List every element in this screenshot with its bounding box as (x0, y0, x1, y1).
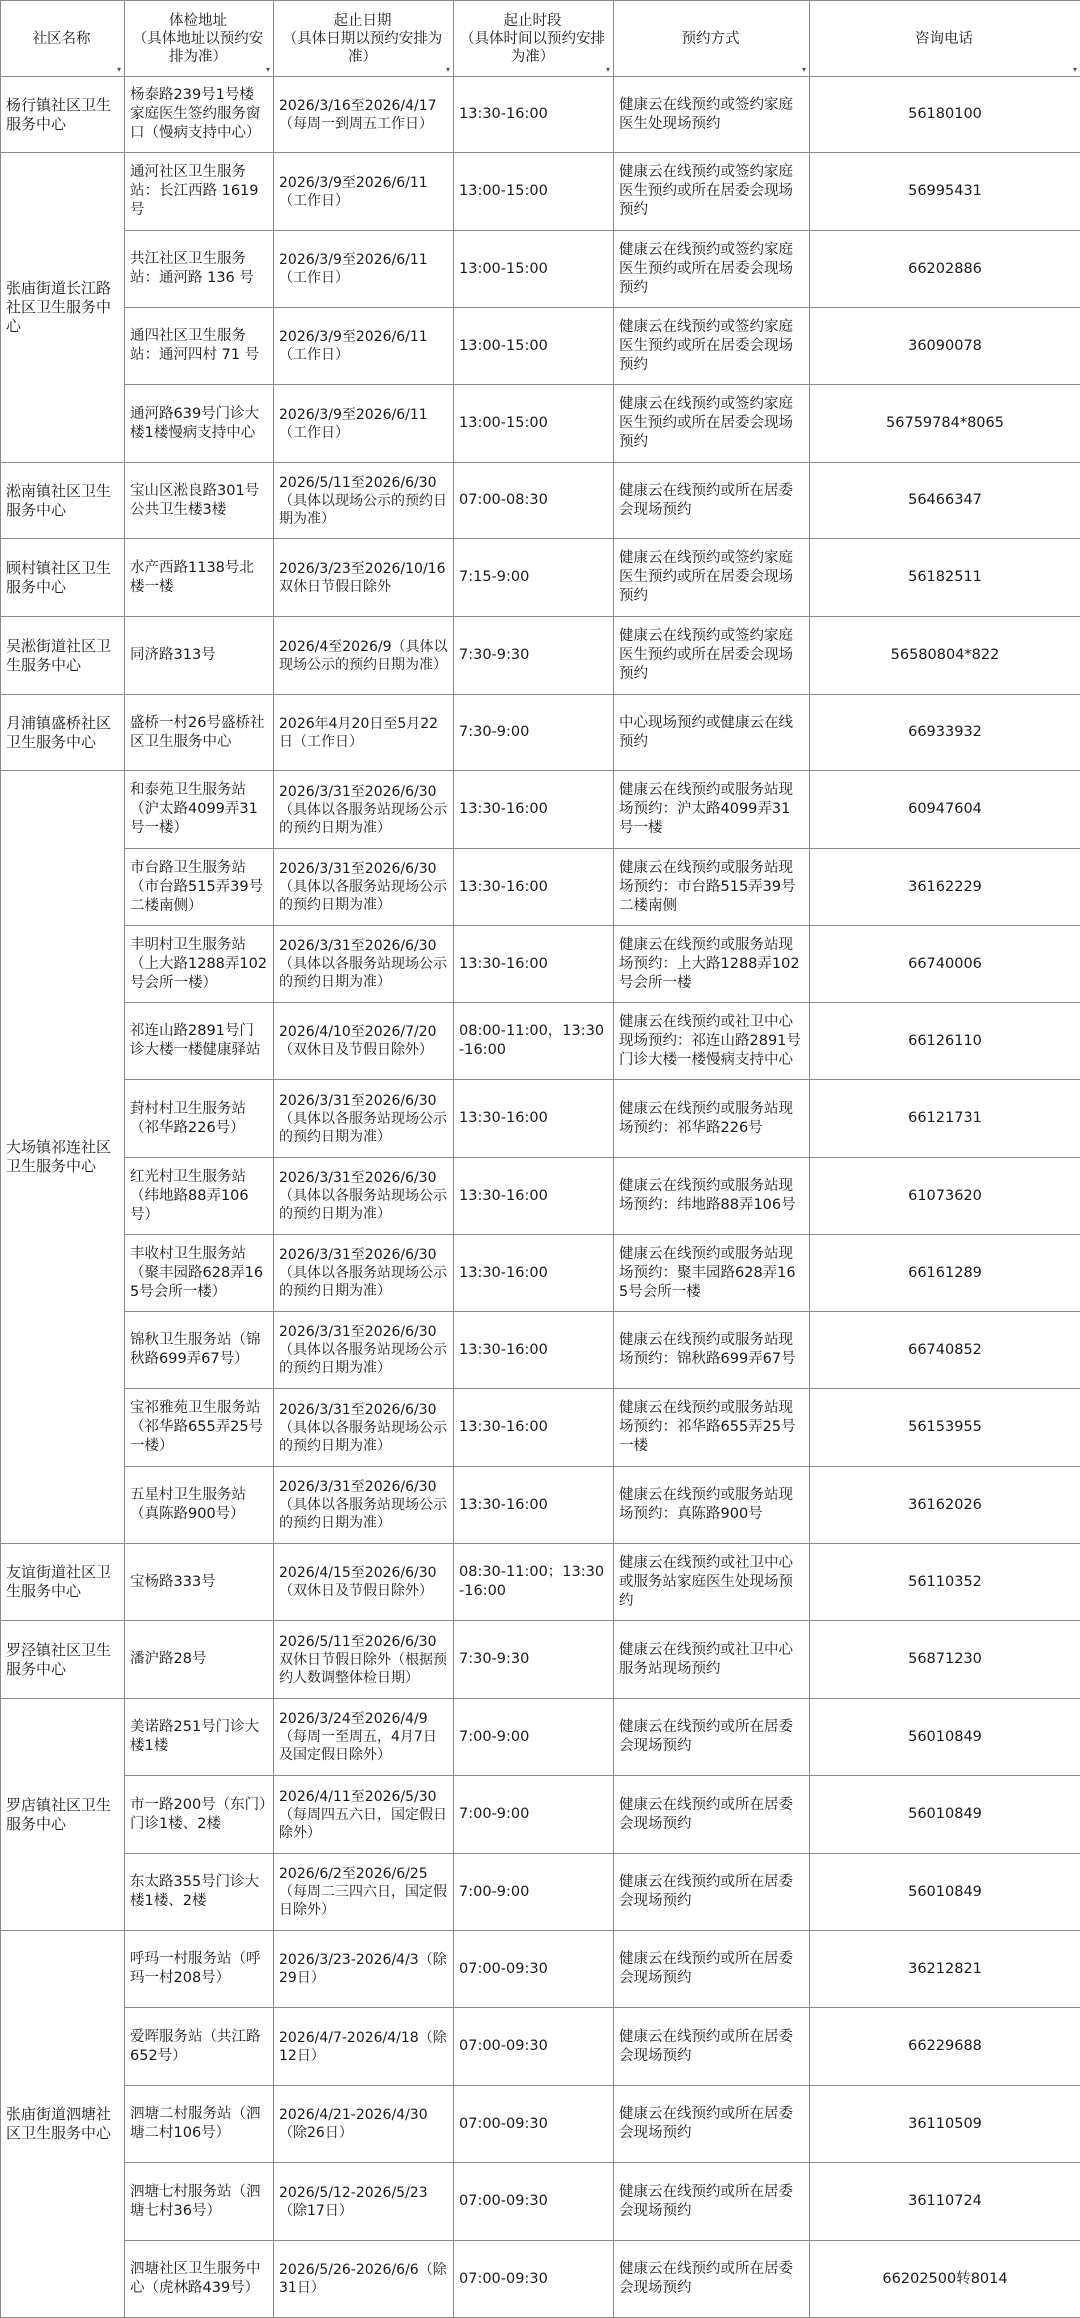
time-slot-cell: 08:00-11:00，13:30-16:00 (454, 1003, 614, 1080)
date-range-cell: 2026/3/23-2026/4/3（除29日） (274, 1931, 454, 2008)
date-range-cell: 2026/5/26-2026/6/6（除31日） (274, 2241, 454, 2318)
time-slot-cell: 07:00-09:30 (454, 1931, 614, 2008)
header-phone[interactable] (810, 1, 1080, 77)
booking-method-cell: 健康云在线预约或所在居委会现场预约 (614, 1699, 810, 1776)
date-range-cell: 2026/3/9至2026/6/11（工作日） (274, 308, 454, 385)
booking-method-cell: 健康云在线预约或服务站现场预约：沪太路4099弄31号一楼 (614, 771, 810, 849)
exam-address-cell: 杨泰路239号1号楼家庭医生签约服务窗口（慢病支持中心） (125, 77, 274, 153)
booking-method-cell: 健康云在线预约或社卫中心或服务站家庭医生处现场预约 (614, 1544, 810, 1621)
table-row (1, 2008, 1080, 2086)
community-name-cell: 月浦镇盛桥社区卫生服务中心 (1, 695, 125, 771)
filter-dropdown-icon[interactable]: ▾ (266, 66, 270, 74)
time-slot-cell: 13:30-16:00 (454, 849, 614, 926)
phone-cell: 66740852 (810, 1312, 1080, 1389)
phone-cell: 36110509 (810, 2086, 1080, 2163)
date-range-cell: 2026/3/31至2026/6/30（具体以各服务站现场公示的预约日期为准） (274, 1235, 454, 1312)
header-label: 起止时段 （具体时间以预约安排为准） (460, 13, 605, 65)
header-label: 社区名称 (33, 31, 91, 47)
booking-method-cell: 健康云在线预约或社卫中心现场预约：祁连山路2891号门诊大楼一楼慢病支持中心 (614, 1003, 810, 1080)
filter-dropdown-icon[interactable]: ▾ (446, 66, 450, 74)
community-name-cell: 吴淞街道社区卫生服务中心 (1, 617, 125, 695)
time-slot-cell: 13:30-16:00 (454, 771, 614, 849)
community-name-cell: 顾村镇社区卫生服务中心 (1, 539, 125, 617)
date-range-cell: 2026/5/11至2026/6/30双休日节假日除外（根据预约人数调整体检日期） (274, 1621, 454, 1699)
phone-cell: 56871230 (810, 1621, 1080, 1699)
table-row (1, 2163, 1080, 2241)
table-row (1, 1931, 1080, 2008)
phone-cell: 66202500转8014 (810, 2241, 1080, 2318)
date-range-cell: 2026/4/10至2026/7/20（双休日及节假日除外） (274, 1003, 454, 1080)
phone-cell: 36090078 (810, 308, 1080, 385)
header-date-range[interactable] (274, 1, 454, 77)
booking-method-cell: 健康云在线预约或签约家庭医生预约或所在居委会现场预约 (614, 617, 810, 695)
booking-method-cell: 健康云在线预约或签约家庭医生预约或所在居委会现场预约 (614, 231, 810, 308)
exam-address-cell: 宝山区淞良路301号公共卫生楼3楼 (125, 463, 274, 539)
table-row (1, 153, 1080, 231)
phone-cell: 56466347 (810, 463, 1080, 539)
date-range-cell: 2026/3/31至2026/6/30（具体以各服务站现场公示的预约日期为准） (274, 926, 454, 1003)
exam-address-cell: 葑村村卫生服务站（祁华路226号） (125, 1080, 274, 1158)
date-range-cell: 2026/3/16至2026/4/17（每周一到周五工作日） (274, 77, 454, 153)
header-label: 咨询电话 (915, 31, 973, 47)
exam-address-cell: 盛桥一村26号盛桥社区卫生服务中心 (125, 695, 274, 771)
booking-method-cell: 健康云在线预约或所在居委会现场预约 (614, 1931, 810, 2008)
date-range-cell: 2026/6/2至2026/6/25（每周二三四六日，国定假日除外） (274, 1854, 454, 1931)
time-slot-cell: 13:00-15:00 (454, 308, 614, 385)
booking-method-cell: 健康云在线预约或服务站现场预约：祁华路655弄25号一楼 (614, 1389, 810, 1467)
filter-dropdown-icon[interactable]: ▾ (117, 66, 121, 74)
community-name-cell: 罗店镇社区卫生服务中心 (1, 1699, 125, 1931)
time-slot-cell: 13:30-16:00 (454, 1158, 614, 1235)
header-label: 预约方式 (682, 31, 740, 47)
exam-address-cell: 通四社区卫生服务站：通河四村 71 号 (125, 308, 274, 385)
date-range-cell: 2026/5/11至2026/6/30（具体以现场公示的预约日期为准） (274, 463, 454, 539)
phone-cell: 36110724 (810, 2163, 1080, 2241)
date-range-cell: 2026/4/21-2026/4/30（除26日） (274, 2086, 454, 2163)
table-row (1, 1467, 1080, 1544)
date-range-cell: 2026/3/9至2026/6/11（工作日） (274, 231, 454, 308)
booking-method-cell: 健康云在线预约或所在居委会现场预约 (614, 2163, 810, 2241)
table-row (1, 695, 1080, 771)
phone-cell: 56153955 (810, 1389, 1080, 1467)
time-slot-cell: 07:00-09:30 (454, 2163, 614, 2241)
table-row (1, 1544, 1080, 1621)
exam-address-cell: 市台路卫生服务站（市台路515弄39号二楼南侧） (125, 849, 274, 926)
booking-method-cell: 健康云在线预约或服务站现场预约：锦秋路699弄67号 (614, 1312, 810, 1389)
time-slot-cell: 7:15-9:00 (454, 539, 614, 617)
time-slot-cell: 13:00-15:00 (454, 153, 614, 231)
phone-cell: 61073620 (810, 1158, 1080, 1235)
filter-dropdown-icon[interactable]: ▾ (606, 66, 610, 74)
time-slot-cell: 13:30-16:00 (454, 926, 614, 1003)
exam-address-cell: 五星村卫生服务站（真陈路900号） (125, 1467, 274, 1544)
date-range-cell: 2026/3/31至2026/6/30（具体以各服务站现场公示的预约日期为准） (274, 849, 454, 926)
table-row (1, 1003, 1080, 1080)
exam-address-cell: 丰明村卫生服务站（上大路1288弄102号会所一楼） (125, 926, 274, 1003)
header-time-slot[interactable] (454, 1, 614, 77)
time-slot-cell: 13:00-15:00 (454, 385, 614, 463)
table-row (1, 231, 1080, 308)
table-row (1, 1080, 1080, 1158)
time-slot-cell: 07:00-09:30 (454, 2008, 614, 2086)
booking-method-cell: 健康云在线预约或服务站现场预约：聚丰园路628弄165号会所一楼 (614, 1235, 810, 1312)
date-range-cell: 2026/3/9至2026/6/11（工作日） (274, 385, 454, 463)
time-slot-cell: 13:30-16:00 (454, 1235, 614, 1312)
booking-method-cell: 健康云在线预约或所在居委会现场预约 (614, 1854, 810, 1931)
date-range-cell: 2026/5/12-2026/5/23（除17日） (274, 2163, 454, 2241)
table-row (1, 771, 1080, 849)
booking-method-cell: 健康云在线预约或所在居委会现场预约 (614, 2086, 810, 2163)
booking-method-cell: 中心现场预约或健康云在线预约 (614, 695, 810, 771)
exam-address-cell: 锦秋卫生服务站（锦秋路699弄67号） (125, 1312, 274, 1389)
booking-method-cell: 健康云在线预约或服务站现场预约：祁华路226号 (614, 1080, 810, 1158)
date-range-cell: 2026/4/15至2026/6/30（双休日及节假日除外） (274, 1544, 454, 1621)
time-slot-cell: 13:00-15:00 (454, 231, 614, 308)
table-row (1, 1389, 1080, 1467)
exam-address-cell: 和泰苑卫生服务站（沪太路4099弄31号一楼） (125, 771, 274, 849)
exam-address-cell: 丰收村卫生服务站（聚丰园路628弄165号会所一楼） (125, 1235, 274, 1312)
phone-cell: 66202886 (810, 231, 1080, 308)
header-label: 体检地址 （具体地址以预约安排为准） (133, 13, 264, 65)
table-row (1, 463, 1080, 539)
phone-cell: 66229688 (810, 2008, 1080, 2086)
phone-cell: 56759784*8065 (810, 385, 1080, 463)
header-community-name[interactable] (1, 1, 125, 77)
phone-cell: 56010849 (810, 1776, 1080, 1854)
time-slot-cell: 07:00-09:30 (454, 2086, 614, 2163)
community-name-cell: 罗泾镇社区卫生服务中心 (1, 1621, 125, 1699)
phone-cell: 66161289 (810, 1235, 1080, 1312)
date-range-cell: 2026/3/31至2026/6/30（具体以各服务站现场公示的预约日期为准） (274, 1158, 454, 1235)
date-range-cell: 2026/3/24至2026/4/9（每周一至周五，4月7日及国定假日除外） (274, 1699, 454, 1776)
exam-address-cell: 爱晖服务站（共江路652号） (125, 2008, 274, 2086)
filter-dropdown-icon[interactable]: ▾ (802, 66, 806, 74)
time-slot-cell: 7:30-9:30 (454, 1621, 614, 1699)
time-slot-cell: 07:00-08:30 (454, 463, 614, 539)
table-row (1, 1776, 1080, 1854)
booking-method-cell: 健康云在线预约或所在居委会现场预约 (614, 2241, 810, 2318)
phone-cell: 66121731 (810, 1080, 1080, 1158)
booking-method-cell: 健康云在线预约或签约家庭医生预约或所在居委会现场预约 (614, 539, 810, 617)
table-row (1, 539, 1080, 617)
time-slot-cell: 07:00-09:30 (454, 2241, 614, 2318)
exam-address-cell: 呼玛一村服务站（呼玛一村208号） (125, 1931, 274, 2008)
phone-cell: 36212821 (810, 1931, 1080, 2008)
date-range-cell: 2026/3/31至2026/6/30（具体以各服务站现场公示的预约日期为准） (274, 1389, 454, 1467)
phone-cell: 56182511 (810, 539, 1080, 617)
exam-address-cell: 共江社区卫生服务站：通河路 136 号 (125, 231, 274, 308)
exam-address-cell: 市一路200号（东门）门诊1楼、2楼 (125, 1776, 274, 1854)
header-row (1, 1, 1080, 77)
table-row (1, 1235, 1080, 1312)
date-range-cell: 2026/3/9至2026/6/11（工作日） (274, 153, 454, 231)
header-booking-method[interactable] (614, 1, 810, 77)
exam-address-cell: 潘沪路28号 (125, 1621, 274, 1699)
exam-address-cell: 美诺路251号门诊大楼1楼 (125, 1699, 274, 1776)
community-name-cell: 友谊街道社区卫生服务中心 (1, 1544, 125, 1621)
booking-method-cell: 健康云在线预约或签约家庭医生预约或所在居委会现场预约 (614, 385, 810, 463)
header-exam-address[interactable] (125, 1, 274, 77)
filter-dropdown-icon[interactable]: ▾ (1073, 66, 1077, 74)
table-row (1, 617, 1080, 695)
phone-cell: 66933932 (810, 695, 1080, 771)
exam-address-cell: 泗塘七村服务站（泗塘七村36号） (125, 2163, 274, 2241)
phone-cell: 66740006 (810, 926, 1080, 1003)
date-range-cell: 2026/4/11至2026/5/30（每周四五六日，国定假日除外） (274, 1776, 454, 1854)
phone-cell: 56010849 (810, 1854, 1080, 1931)
time-slot-cell: 13:30-16:00 (454, 1467, 614, 1544)
table-row (1, 1699, 1080, 1776)
table-row (1, 308, 1080, 385)
booking-method-cell: 健康云在线预约或所在居委会现场预约 (614, 1776, 810, 1854)
booking-method-cell: 健康云在线预约或服务站现场预约：市台路515弄39号二楼南侧 (614, 849, 810, 926)
date-range-cell: 2026/3/31至2026/6/30（具体以各服务站现场公示的预约日期为准） (274, 1080, 454, 1158)
exam-address-cell: 通河路639号门诊大楼1楼慢病支持中心 (125, 385, 274, 463)
date-range-cell: 2026/3/31至2026/6/30（具体以各服务站现场公示的预约日期为准） (274, 1312, 454, 1389)
exam-address-cell: 红光村卫生服务站（纬地路88弄106号） (125, 1158, 274, 1235)
time-slot-cell: 7:00-9:00 (454, 1776, 614, 1854)
phone-cell: 60947604 (810, 771, 1080, 849)
community-name-cell: 张庙街道长江路社区卫生服务中心 (1, 153, 125, 463)
phone-cell: 56995431 (810, 153, 1080, 231)
booking-method-cell: 健康云在线预约或签约家庭医生预约或所在居委会现场预约 (614, 153, 810, 231)
booking-method-cell: 健康云在线预约或社卫中心服务站现场预约 (614, 1621, 810, 1699)
date-range-cell: 2026/4/7-2026/4/18（除12日） (274, 2008, 454, 2086)
table-row (1, 1854, 1080, 1931)
exam-address-cell: 泗塘二村服务站（泗塘二村106号） (125, 2086, 274, 2163)
exam-address-cell: 通河社区卫生服务站：长江西路 1619号 (125, 153, 274, 231)
date-range-cell: 2026/4至2026/9（具体以现场公示的预约日期为准） (274, 617, 454, 695)
time-slot-cell: 7:00-9:00 (454, 1699, 614, 1776)
time-slot-cell: 13:30-16:00 (454, 77, 614, 153)
exam-address-cell: 同济路313号 (125, 617, 274, 695)
booking-method-cell: 健康云在线预约或服务站现场预约：真陈路900号 (614, 1467, 810, 1544)
booking-method-cell: 健康云在线预约或签约家庭医生处现场预约 (614, 77, 810, 153)
header-label: 起止日期 （具体日期以预约安排为准） (283, 13, 443, 65)
table-row (1, 926, 1080, 1003)
time-slot-cell: 08:30-11:00；13:30-16:00 (454, 1544, 614, 1621)
table-body (1, 77, 1080, 2318)
time-slot-cell: 13:30-16:00 (454, 1389, 614, 1467)
booking-method-cell: 健康云在线预约或服务站现场预约：上大路1288弄102号会所一楼 (614, 926, 810, 1003)
table-row (1, 385, 1080, 463)
table-row (1, 1312, 1080, 1389)
community-name-cell: 淞南镇社区卫生服务中心 (1, 463, 125, 539)
table-row (1, 1621, 1080, 1699)
phone-cell: 56180100 (810, 77, 1080, 153)
time-slot-cell: 7:30-9:30 (454, 617, 614, 695)
community-name-cell: 杨行镇社区卫生服务中心 (1, 77, 125, 153)
table-row (1, 849, 1080, 926)
time-slot-cell: 13:30-16:00 (454, 1312, 614, 1389)
time-slot-cell: 7:00-9:00 (454, 1854, 614, 1931)
booking-method-cell: 健康云在线预约或服务站现场预约：纬地路88弄106号 (614, 1158, 810, 1235)
phone-cell: 56110352 (810, 1544, 1080, 1621)
phone-cell: 66126110 (810, 1003, 1080, 1080)
table-row (1, 2241, 1080, 2318)
phone-cell: 56010849 (810, 1699, 1080, 1776)
exam-address-cell: 祁连山路2891号门诊大楼一楼健康驿站 (125, 1003, 274, 1080)
date-range-cell: 2026/3/31至2026/6/30（具体以各服务站现场公示的预约日期为准） (274, 771, 454, 849)
booking-method-cell: 健康云在线预约或所在居委会现场预约 (614, 2008, 810, 2086)
exam-address-cell: 泗塘社区卫生服务中心（虎林路439号） (125, 2241, 274, 2318)
table-row (1, 1158, 1080, 1235)
date-range-cell: 2026年4月20日至5月22日（工作日） (274, 695, 454, 771)
exam-address-cell: 水产西路1138号北楼一楼 (125, 539, 274, 617)
exam-address-cell: 东太路355号门诊大楼1楼、2楼 (125, 1854, 274, 1931)
phone-cell: 56580804*822 (810, 617, 1080, 695)
table-row (1, 77, 1080, 153)
time-slot-cell: 13:30-16:00 (454, 1080, 614, 1158)
phone-cell: 36162026 (810, 1467, 1080, 1544)
exam-address-cell: 宝杨路333号 (125, 1544, 274, 1621)
date-range-cell: 2026/3/23至2026/10/16双休日节假日除外 (274, 539, 454, 617)
booking-method-cell: 健康云在线预约或签约家庭医生预约或所在居委会现场预约 (614, 308, 810, 385)
exam-address-cell: 宝祁雅苑卫生服务站（祁华路655弄25号一楼） (125, 1389, 274, 1467)
table-row (1, 2086, 1080, 2163)
phone-cell: 36162229 (810, 849, 1080, 926)
community-name-cell: 大场镇祁连社区卫生服务中心 (1, 771, 125, 1544)
community-name-cell: 张庙街道泗塘社区卫生服务中心 (1, 1931, 125, 2318)
time-slot-cell: 7:30-9:00 (454, 695, 614, 771)
booking-method-cell: 健康云在线预约或所在居委会现场预约 (614, 463, 810, 539)
date-range-cell: 2026/3/31至2026/6/30（具体以各服务站现场公示的预约日期为准） (274, 1467, 454, 1544)
